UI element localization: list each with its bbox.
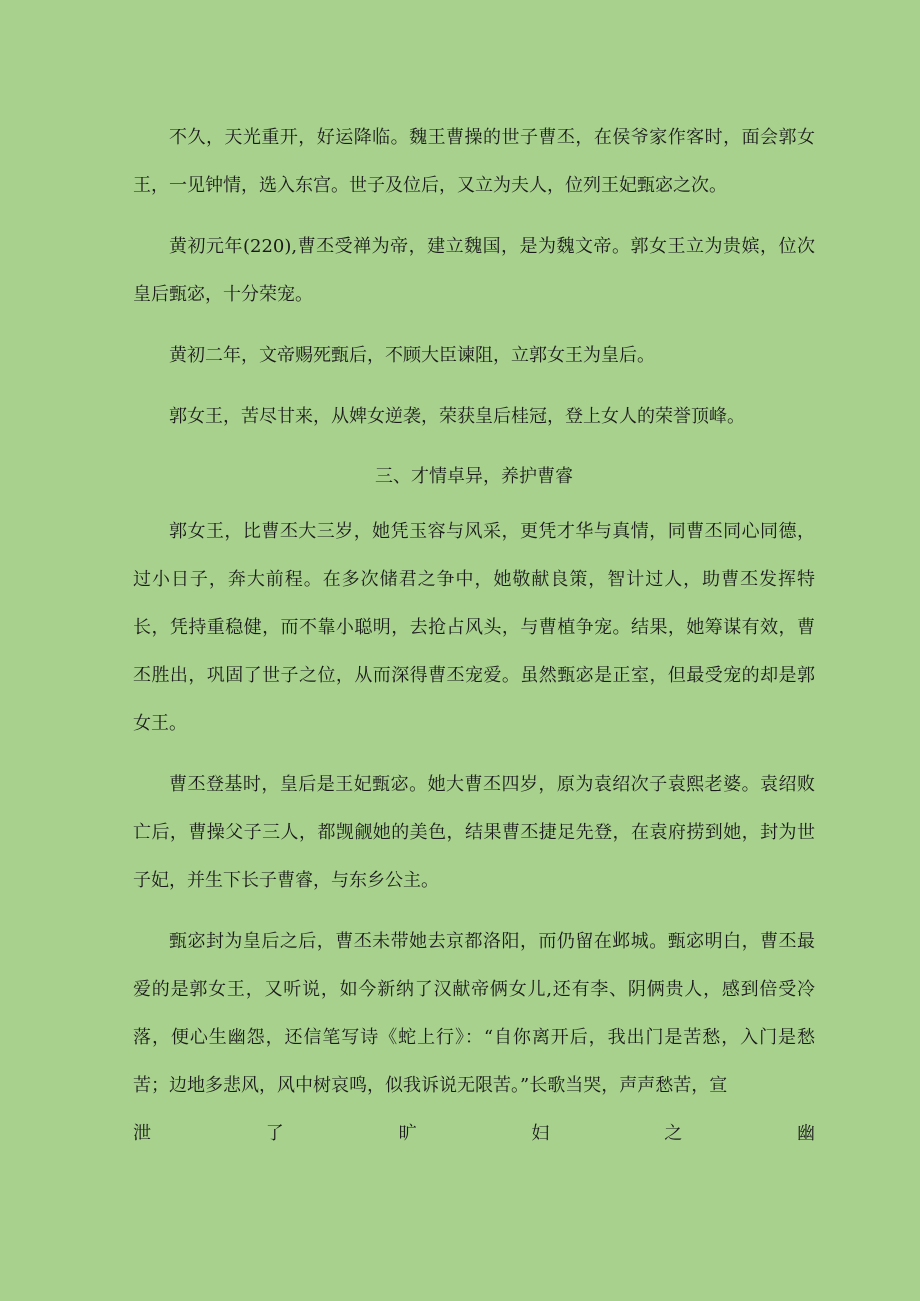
paragraph: 黄初元年(220),曹丕受禅为帝，建立魏国，是为魏文帝。郭女王立为贵嫔，位次皇后甄宓，十分荣宠。 <box>133 236 815 305</box>
paragraph: 郭女王，苦尽甘来，从婢女逆袭，荣获皇后桂冠，登上女人的荣誉顶峰。 <box>169 406 745 427</box>
line-char: 妇 <box>531 1123 550 1144</box>
line-char: 幽 <box>796 1123 815 1144</box>
paragraph: 曹丕登基时，皇后是王妃甄宓。她大曹丕四岁，原为袁绍次子袁熙老婆。袁绍败亡后，曹操父子三人，都觊觎她的美色，结果曹丕捷足先登，在袁府捞到她，封为世子妃，并生下长子曹睿，与东乡公主。 <box>133 774 815 891</box>
document-page <box>133 114 815 1158</box>
paragraph: 不久，天光重开，好运降临。魏王曹操的世子曹丕，在侯爷家作客时，面会郭女王，一见钟情，选入东宫。世子及位后，又立为夫人，位列王妃甄宓之次。 <box>133 127 815 196</box>
paragraph: 甄宓封为皇后之后，曹丕未带她去京都洛阳，而仍留在邺城。甄宓明白，曹丕最爱的是郭女王，又听说，如今新纳了汉献帝俩女儿,还有李、阴俩贵人，感到倍受冷落，便心生幽怨，还信笔写诗《蛇上行》：“自你离开后，我出门是苦愁，入门是愁苦；边地多悲风，风中树哀鸣，似我诉说无限苦。”长歌当哭，声声愁苦，宣 <box>133 931 815 1096</box>
section-heading: 三、才情卓异，养护曹睿 <box>375 466 573 487</box>
line-char: 泄 <box>133 1123 151 1144</box>
line-char: 旷 <box>398 1123 417 1144</box>
justified-last-line <box>133 1110 815 1158</box>
paragraph: 郭女王，比曹丕大三岁，她凭玉容与风采，更凭才华与真情，同曹丕同心同德，过小日子，奔大前程。在多次储君之争中，她敬献良策，智计过人，助曹丕发挥特长，凭持重稳健，而不靠小聪明，去抢占风头，与曹植争宠。结果，她筹谋有效，曹丕胜出，巩固了世子之位，从而深得曹丕宠爱。虽然甄宓是正室，但最受宠的却是郭女王。 <box>133 521 815 734</box>
line-char: 之 <box>664 1123 683 1144</box>
line-char: 了 <box>265 1123 284 1144</box>
paragraph: 黄初二年，文帝赐死甄后，不顾大臣谏阻，立郭女王为皇后。 <box>169 345 655 366</box>
